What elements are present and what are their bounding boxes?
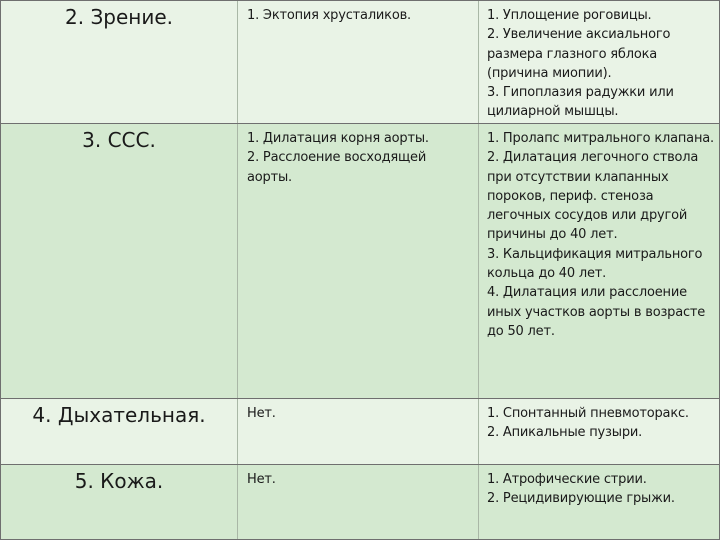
organ-system-label: 3. ССС. xyxy=(82,128,156,152)
minor-criteria-text: 1. Пролапс митрального клапана. 2. Дилатация легочного ствола при отсутствии клапанных пороков, периф. стеноза легочных сосудов или другой причины до 40 лет. 3. Кальцификация митрального кольца до 40 лет. 4. Дилатация или расслоение иных участков аорты в возрасте до 50 лет. xyxy=(487,131,714,339)
major-criteria-text: 1. Эктопия хрусталиков. xyxy=(247,8,411,23)
organ-system-label: 4. Дыхательная. xyxy=(32,403,206,427)
major-criteria-cell xyxy=(238,124,479,398)
minor-criteria-cell xyxy=(479,399,719,464)
major-criteria-cell xyxy=(238,465,479,539)
minor-criteria-cell xyxy=(479,124,719,398)
organ-system-cell xyxy=(1,399,238,464)
table-row xyxy=(1,465,719,539)
major-criteria-text: 1. Дилатация корня аорты. 2. Расслоение восходящей аорты. xyxy=(247,131,429,185)
major-criteria-text: Нет. xyxy=(247,472,276,487)
minor-criteria-cell xyxy=(479,465,719,539)
major-criteria-cell xyxy=(238,399,479,464)
organ-system-cell xyxy=(1,465,238,539)
minor-criteria-cell xyxy=(479,1,719,123)
minor-criteria-text: 1. Атрофические стрии. 2. Рецидивирующие грыжи. xyxy=(487,472,675,507)
organ-system-cell xyxy=(1,124,238,398)
organ-system-label: 2. Зрение. xyxy=(65,5,173,29)
organ-system-cell xyxy=(1,1,238,123)
table-row xyxy=(1,1,719,124)
minor-criteria-text: 1. Спонтанный пневмоторакс. 2. Апикальные пузыри. xyxy=(487,406,689,441)
table-row xyxy=(1,399,719,465)
major-criteria-cell xyxy=(238,1,479,123)
minor-criteria-text: 1. Уплощение роговицы. 2. Увеличение аксиального размера глазного яблока (причина миопии). 3. Гипоплазия радужки или цилиарной мышцы. xyxy=(487,8,674,120)
major-criteria-text: Нет. xyxy=(247,406,276,421)
table-row xyxy=(1,124,719,399)
organ-system-label: 5. Кожа. xyxy=(74,469,164,493)
